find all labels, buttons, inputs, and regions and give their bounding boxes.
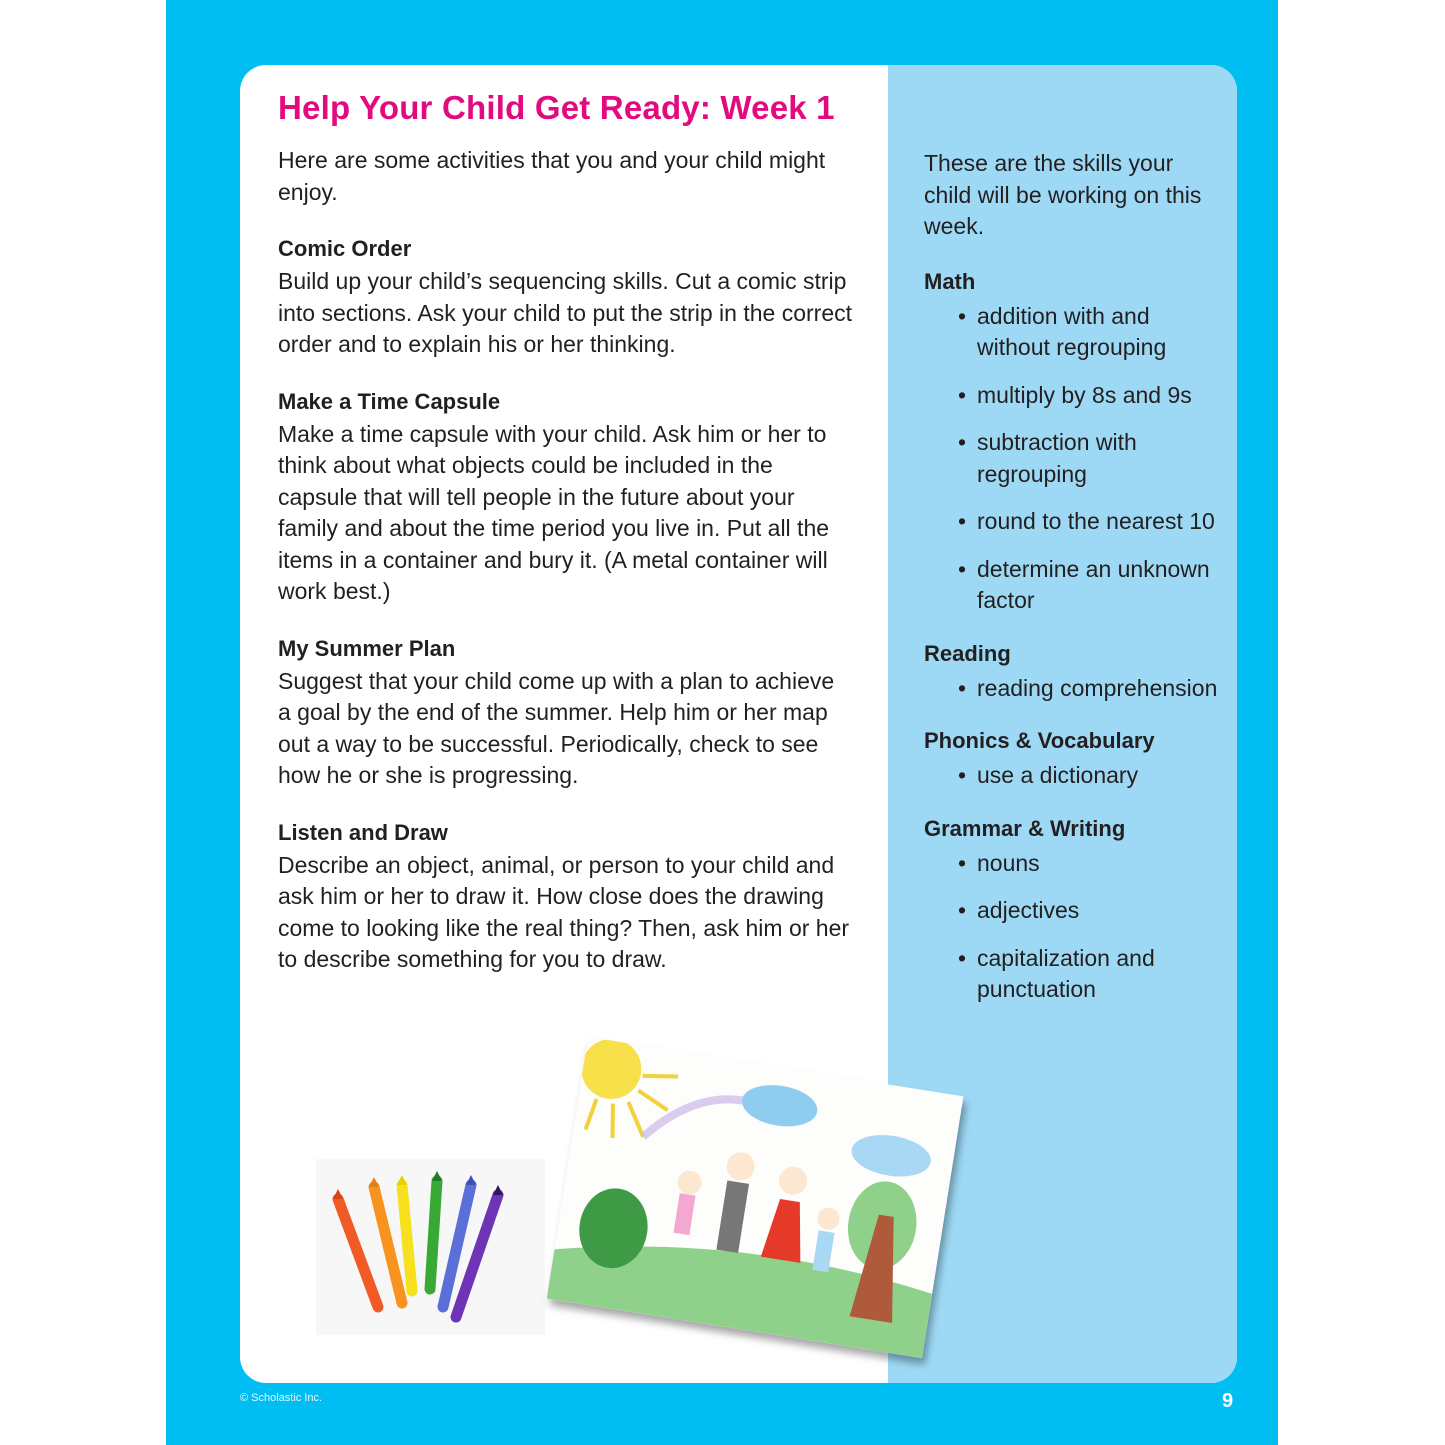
activity-heading: My Summer Plan: [278, 635, 456, 661]
skill-item: • capitalization and punctuation: [924, 943, 1224, 1006]
activity-comic-order: [278, 234, 853, 361]
skill-item: • adjectives: [924, 895, 1224, 927]
skill-item: • use a dictionary: [924, 760, 1224, 792]
content-card: [240, 65, 1237, 1383]
skill-item: • subtraction with regrouping: [924, 427, 1224, 490]
skill-group-math: [924, 267, 1224, 617]
activity-heading: Make a Time Capsule: [278, 388, 501, 414]
skill-heading: Grammar & Writing: [924, 815, 1126, 841]
skill-group-reading: [924, 639, 1224, 705]
activity-body: Make a time capsule with your child. Ask him or her to think about what objects could be included in the capsule that will tell people in the future about your family and about the time period you live in. Put all the items in a container and bury it. (A metal container will work best.): [278, 420, 830, 604]
skill-item: • multiply by 8s and 9s: [924, 380, 1224, 412]
activity-summer-plan: [278, 634, 853, 792]
skill-item: • addition with and without regrouping: [924, 301, 1224, 364]
skill-group-phonics: [924, 726, 1224, 792]
skills-intro: These are the skills your child will be working on this week.: [924, 150, 1202, 239]
skill-heading: Reading: [924, 640, 1011, 666]
skill-group-grammar: [924, 814, 1224, 1006]
activity-body: Suggest that your child come up with a plan to achieve a goal by the end of the summer. Help him or her map out a way to be successful. Periodically, check to see how he or she is progressing.: [278, 667, 835, 788]
page-title: Help Your Child Get Ready: Week 1: [278, 89, 835, 126]
activities-intro: Here are some activities that you and your child might enjoy.: [278, 147, 826, 205]
page-number: 9: [1222, 1390, 1234, 1412]
activity-listen-draw: [278, 818, 853, 976]
skill-heading: Math: [924, 268, 976, 294]
activity-heading: Comic Order: [278, 236, 412, 261]
activity-time-capsule: [278, 387, 853, 608]
activities-column: [278, 145, 853, 1002]
copyright-notice: © Scholastic Inc.: [240, 1392, 323, 1404]
activity-heading: Listen and Draw: [278, 819, 448, 845]
page-background: [166, 0, 1278, 1445]
skill-item: • nouns: [924, 848, 1224, 880]
activity-body: Build up your child’s sequencing skills. Cut a comic strip into sections. Ask your child to put the strip in the correct order and to explain his or her thinking.: [278, 268, 853, 357]
activity-body: Describe an object, animal, or person to your child and ask him or her to draw it. How close does the drawing come to looking like the real thing? Then, ask him or her to describe something for you to draw.: [278, 851, 850, 972]
crayons-illustration: [316, 1159, 545, 1335]
skill-item: • reading comprehension: [924, 673, 1224, 705]
skill-heading: Phonics & Vocabulary: [924, 728, 1155, 753]
crayons-image: [316, 1159, 545, 1335]
skills-text: [924, 148, 1224, 1028]
skill-item: • determine an unknown factor: [924, 554, 1224, 617]
skill-item: • round to the nearest 10: [924, 506, 1224, 538]
